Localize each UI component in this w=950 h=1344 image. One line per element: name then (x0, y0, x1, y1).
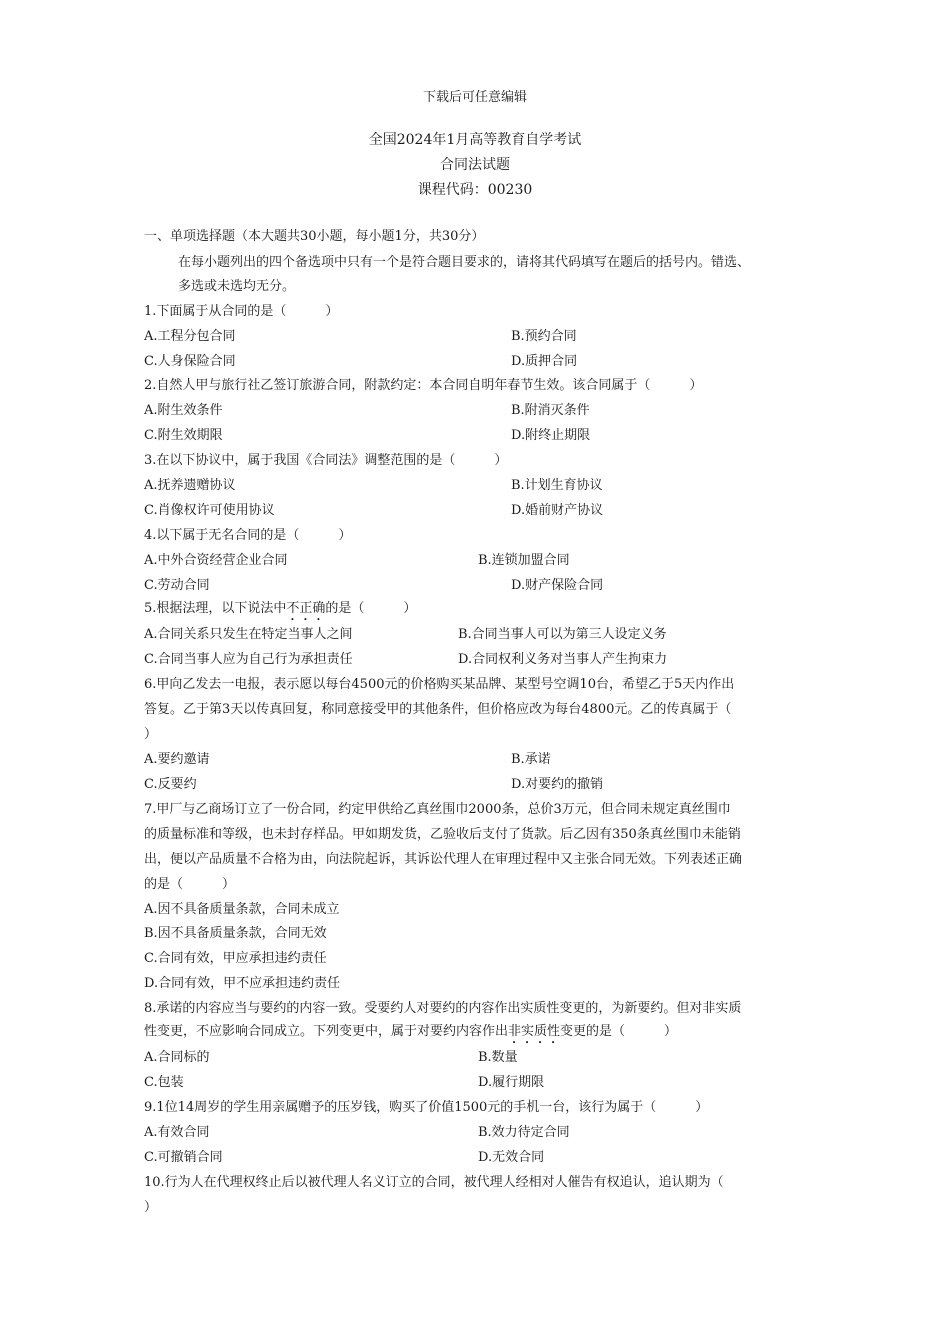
q8-emphasis: 非实质性 (508, 1024, 561, 1039)
q2-option-a: A.附生效条件 (144, 403, 223, 418)
q3-option-b: B.计划生育协议 (511, 478, 603, 493)
q1-option-c: C.人身保险合同 (144, 354, 236, 369)
q3-option-a: A.抚养遗赠协议 (144, 478, 236, 493)
q2-option-b: B.附消灭条件 (511, 403, 590, 418)
q2-option-d: D.附终止期限 (511, 428, 591, 443)
question-10-line-2: ） (144, 1200, 158, 1215)
q9-option-c: C.可撤销合同 (144, 1150, 223, 1165)
question-4: 4.以下属于无名合同的是（ ） (144, 528, 352, 543)
q6-option-a: A.要约邀请 (144, 752, 210, 767)
q7-option-d: D.合同有效，甲不应承担违约责任 (144, 976, 341, 991)
q5-text-post: 的是（ ） (325, 601, 417, 616)
header-note: 下载后可任意编辑 (422, 90, 527, 105)
q8-option-c: C.包装 (144, 1075, 184, 1090)
q5-option-a: A.合同关系只发生在特定当事人之间 (144, 627, 353, 642)
q3-option-d: D.婚前财产协议 (511, 503, 604, 518)
question-7-line-3: 出，便以产品质量不合格为由，向法院起诉，其诉讼代理人在审理过程中又主张合同无效。下列表述正确 (144, 852, 743, 867)
question-5 (144, 599, 416, 624)
q6-option-c: C.反要约 (144, 777, 197, 792)
question-2: 2.自然人甲与旅行社乙签订旅游合同，附款约定：本合同自明年春节生效。该合同属于（ ） (144, 378, 703, 393)
question-1: 1.下面属于从合同的是（ ） (144, 304, 339, 319)
question-10-line-1: 10.行为人在代理权终止后以被代理人名义订立的合同，被代理人经相对人催告有权追认，追认期为（ (144, 1175, 724, 1190)
q1-option-d: D.质押合同 (511, 354, 578, 369)
q5-option-c: C.合同当事人应为自己行为承担责任 (144, 652, 353, 667)
question-3: 3.在以下协议中，属于我国《合同法》调整范围的是（ ） (144, 453, 508, 468)
question-6-line-3: ） (144, 727, 158, 742)
q9-option-a: A.有效合同 (144, 1125, 210, 1140)
q4-option-b: B.连锁加盟合同 (478, 553, 570, 568)
course-code: 课程代码：00230 (417, 182, 533, 198)
question-7-line-1: 7.甲厂与乙商场订立了一份合同，约定甲供给乙真丝围巾2000条，总价3万元，但合同未规定真丝围巾 (144, 802, 731, 817)
q9-option-d: D.无效合同 (478, 1150, 545, 1165)
q8-text-post: 变更的是（ ） (560, 1024, 678, 1039)
exam-title: 全国2024年1月高等教育自学考试 (368, 132, 582, 148)
section-heading: 一、单项选择题（本大题共30小题，每小题1分，共30分） (144, 229, 485, 244)
q4-option-a: A.中外合资经营企业合同 (144, 553, 288, 568)
question-9: 9.1位14周岁的学生用亲属赠予的压岁钱，购买了价值1500元的手机一台，该行为属于（ ） (144, 1100, 709, 1115)
q4-option-c: C.劳动合同 (144, 578, 210, 593)
q7-option-a: A.因不具备质量条款，合同未成立 (144, 902, 340, 917)
q1-option-a: A.工程分包合同 (144, 329, 236, 344)
q8-option-a: A.合同标的 (144, 1050, 210, 1065)
q7-option-c: C.合同有效，甲应承担违约责任 (144, 951, 327, 966)
q8-text-pre: 性变更，不应影响合同成立。下列变更中，属于对要约内容作出 (144, 1024, 509, 1039)
q5-text-pre: 5.根据法理，以下说法中 (144, 601, 287, 616)
question-8-line-1: 8.承诺的内容应当与要约的内容一致。受要约人对要约的内容作出实质性变更的，为新要约。但对非实质 (144, 1001, 742, 1016)
q8-option-b: B.数量 (478, 1050, 518, 1065)
q9-option-b: B.效力待定合同 (478, 1125, 570, 1140)
question-6-line-2: 答复。乙于第3天以传真回复，称同意接受甲的其他条件，但价格应改为每台4800元。乙的传真属于（ (144, 702, 732, 717)
q5-option-d: D.合同权利义务对当事人产生拘束力 (458, 652, 668, 667)
question-7-line-2: 的质量标准和等级，也未封存样品。甲如期发货，乙验收后支付了货款。后乙因有350条真丝围巾未能销 (144, 827, 741, 842)
question-7-line-4: 的是（ ） (144, 877, 236, 892)
q5-option-b: B.合同当事人可以为第三人设定义务 (458, 627, 667, 642)
question-6-line-1: 6.甲向乙发去一电报，表示愿以每台4500元的价格购买某品牌、某型号空调10台，希望乙于5天内作出 (144, 677, 735, 692)
q4-option-d: D.财产保险合同 (511, 578, 604, 593)
instructions-line-1: 在每小题列出的四个备选项中只有一个是符合题目要求的，请将其代码填写在题后的括号内。错选、 (178, 255, 751, 270)
q3-option-c: C.肖像权许可使用协议 (144, 503, 275, 518)
q6-option-d: D.对要约的撤销 (511, 777, 604, 792)
q1-option-b: B.预约合同 (511, 329, 577, 344)
q5-emphasis: 不正确 (286, 601, 326, 616)
question-8-line-2 (144, 1022, 677, 1047)
q6-option-b: B.承诺 (511, 752, 551, 767)
q8-option-d: D.履行期限 (478, 1075, 545, 1090)
q7-option-b: B.因不具备质量条款，合同无效 (144, 926, 327, 941)
instructions-line-2: 多选或未选均无分。 (178, 279, 296, 294)
subject-title: 合同法试题 (440, 157, 510, 173)
q2-option-c: C.附生效期限 (144, 428, 223, 443)
